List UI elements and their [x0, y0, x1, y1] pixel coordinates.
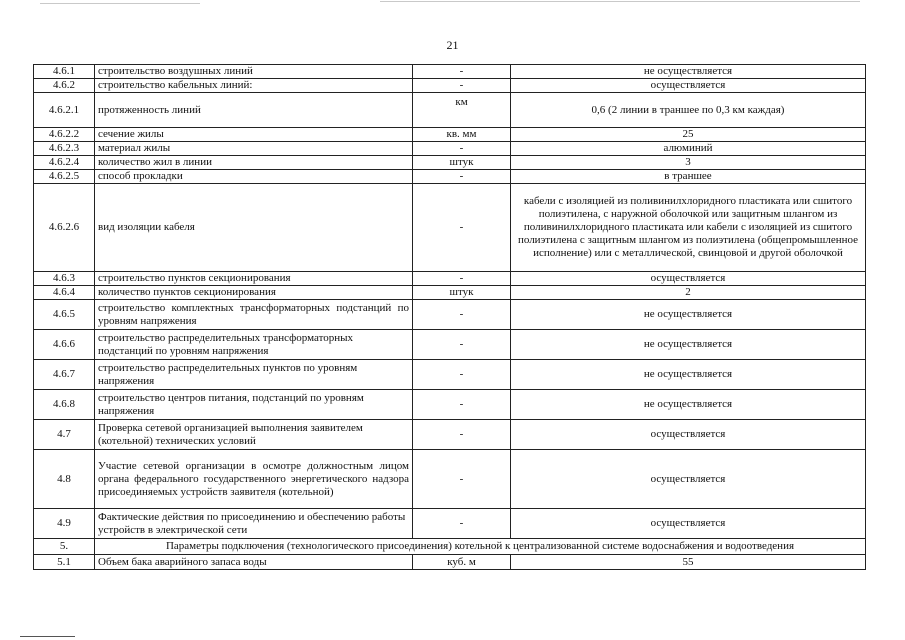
row-name: способ прокладки — [95, 170, 413, 184]
table-row — [34, 450, 866, 509]
row-unit: - — [413, 184, 511, 272]
row-name: строительство распределительных трансформаторных подстанций по уровням напряжения — [95, 330, 413, 360]
row-number: 4.6.8 — [34, 390, 95, 420]
row-value: не осуществляется — [511, 330, 866, 360]
row-unit: кв. мм — [413, 128, 511, 142]
row-name: Объем бака аварийного запаса воды — [95, 555, 413, 570]
row-number: 4.7 — [34, 420, 95, 450]
table-row — [34, 420, 866, 450]
row-number: 4.6.5 — [34, 300, 95, 330]
row-name: строительство воздушных линий — [95, 65, 413, 79]
row-unit: - — [413, 360, 511, 390]
section-title: Параметры подключения (технологического присоединения) котельной к централизованной системе водоснабжения и водоотведения — [95, 539, 866, 555]
row-name: строительство комплектных трансформаторных подстанций по уровням напряжения — [95, 300, 413, 330]
row-name: строительство пунктов секционирования — [95, 272, 413, 286]
row-value: 55 — [511, 555, 866, 570]
row-name: материал жилы — [95, 142, 413, 156]
row-value: осуществляется — [511, 420, 866, 450]
scan-artifact-bottom — [20, 636, 75, 637]
row-name: вид изоляции кабеля — [95, 184, 413, 272]
table-row — [34, 300, 866, 330]
table-row — [34, 156, 866, 170]
row-number: 4.6.6 — [34, 330, 95, 360]
row-name: протяженность линий — [95, 93, 413, 128]
section-number: 5. — [34, 539, 95, 555]
row-value: не осуществляется — [511, 300, 866, 330]
row-number: 4.6.3 — [34, 272, 95, 286]
scan-artifact-top-right — [380, 1, 860, 2]
row-unit: - — [413, 420, 511, 450]
row-unit: - — [413, 65, 511, 79]
row-number: 4.6.1 — [34, 65, 95, 79]
section-row — [34, 539, 866, 555]
row-number: 4.6.2.1 — [34, 93, 95, 128]
row-unit: куб. м — [413, 555, 511, 570]
row-number: 4.8 — [34, 450, 95, 509]
row-value: кабели с изоляцией из поливинилхлоридного пластиката или сшитого полиэтилена, с наружной оболочкой или защитным шлангом из поливинилхлоридного пластиката или кабели с изоляцией из сшитого полиэтилена с защитным шлангом из полиэтилена (общепромышленное исполнение) или с металлической, свинцовой и другой оболочкой — [511, 184, 866, 272]
row-value: осуществляется — [511, 79, 866, 93]
row-name: строительство кабельных линий: — [95, 79, 413, 93]
row-name: количество жил в линии — [95, 156, 413, 170]
table-row — [34, 360, 866, 390]
row-unit: - — [413, 330, 511, 360]
row-unit: - — [413, 450, 511, 509]
row-name: строительство центров питания, подстанций по уровням напряжения — [95, 390, 413, 420]
row-number: 4.6.2.4 — [34, 156, 95, 170]
row-number: 4.6.2.6 — [34, 184, 95, 272]
row-name: количество пунктов секционирования — [95, 286, 413, 300]
row-value: 0,6 (2 линии в траншее по 0,3 км каждая) — [511, 93, 866, 128]
row-name: Участие сетевой организации в осмотре должностным лицом органа федерального государственного энергетического надзора присоединяемых устройств заявителя (котельной) — [95, 450, 413, 509]
parameters-table — [33, 64, 866, 570]
row-number: 4.6.2.5 — [34, 170, 95, 184]
row-unit: - — [413, 509, 511, 539]
row-number: 4.9 — [34, 509, 95, 539]
table-row — [34, 184, 866, 272]
row-unit: - — [413, 79, 511, 93]
row-unit: км — [413, 93, 511, 128]
table-row — [34, 170, 866, 184]
table-row — [34, 272, 866, 286]
row-value: осуществляется — [511, 509, 866, 539]
row-number: 4.6.2.3 — [34, 142, 95, 156]
table-row — [34, 509, 866, 539]
row-number: 4.6.7 — [34, 360, 95, 390]
table-row — [34, 93, 866, 128]
table-row — [34, 128, 866, 142]
row-value: 2 — [511, 286, 866, 300]
row-value: 25 — [511, 128, 866, 142]
row-value: 3 — [511, 156, 866, 170]
table-row — [34, 142, 866, 156]
table-row — [34, 79, 866, 93]
row-name: Проверка сетевой организацией выполнения заявителем (котельной) технических условий — [95, 420, 413, 450]
scan-artifact-top-left — [40, 3, 200, 4]
row-number: 5.1 — [34, 555, 95, 570]
row-number: 4.6.2.2 — [34, 128, 95, 142]
row-name: Фактические действия по присоединению и обеспечению работы устройств в электрической сети — [95, 509, 413, 539]
row-name: сечение жилы — [95, 128, 413, 142]
row-unit: - — [413, 142, 511, 156]
row-unit: - — [413, 390, 511, 420]
row-value: не осуществляется — [511, 360, 866, 390]
row-number: 4.6.2 — [34, 79, 95, 93]
row-unit: - — [413, 300, 511, 330]
row-unit: штук — [413, 286, 511, 300]
row-value: не осуществляется — [511, 390, 866, 420]
row-unit: - — [413, 170, 511, 184]
row-value: алюминий — [511, 142, 866, 156]
table-row — [34, 65, 866, 79]
row-value: осуществляется — [511, 450, 866, 509]
row-number: 4.6.4 — [34, 286, 95, 300]
page-number: 21 — [446, 38, 459, 52]
row-name: строительство распределительных пунктов по уровням напряжения — [95, 360, 413, 390]
table-row — [34, 390, 866, 420]
table-row — [34, 286, 866, 300]
row-value: осуществляется — [511, 272, 866, 286]
table-row — [34, 330, 866, 360]
table-row — [34, 555, 866, 570]
row-unit: - — [413, 272, 511, 286]
row-unit: штук — [413, 156, 511, 170]
row-value: в траншее — [511, 170, 866, 184]
row-value: не осуществляется — [511, 65, 866, 79]
